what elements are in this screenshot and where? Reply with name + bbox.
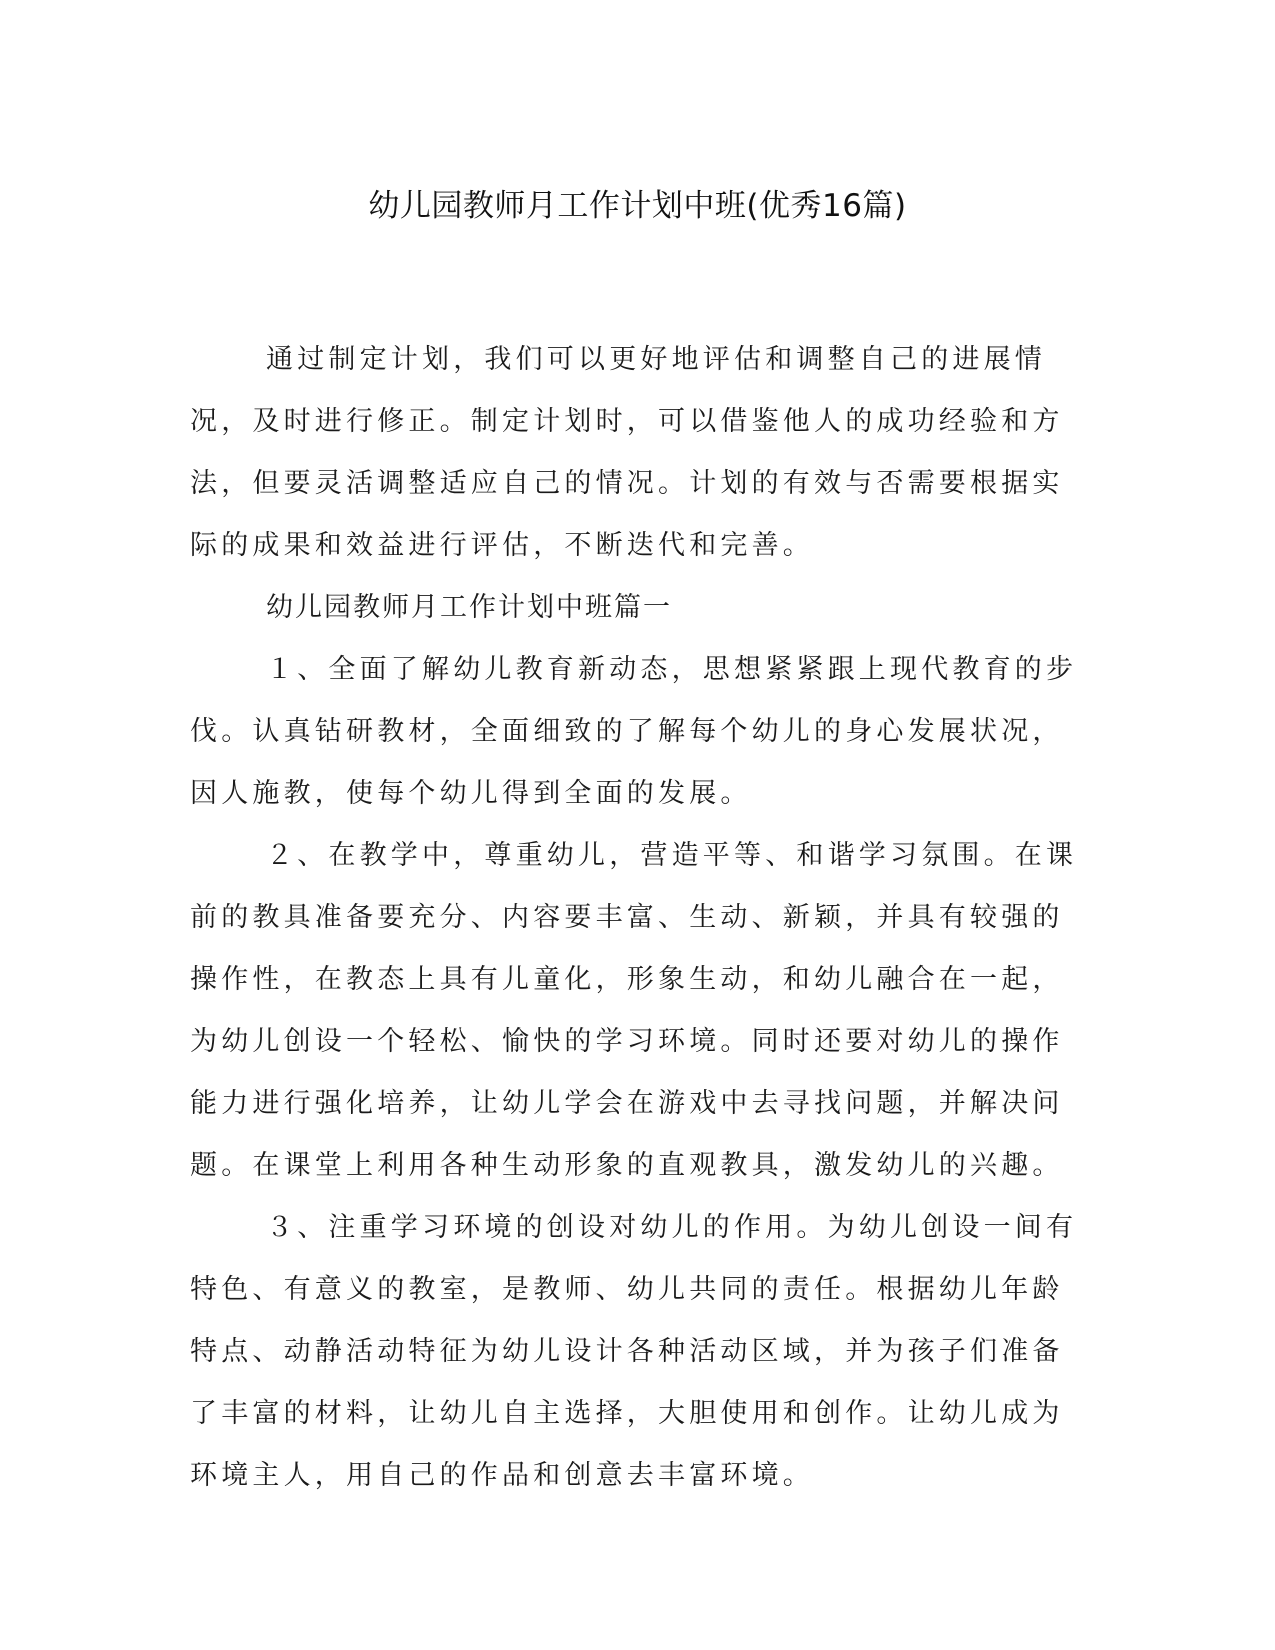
document-body bbox=[190, 329, 1082, 1507]
section-heading: 幼儿园教师月工作计划中班篇一 bbox=[266, 592, 672, 623]
item-paragraph-1: １、全面了解幼儿教育新动态，思想紧紧跟上现代教育的步伐。认真钻研教材，全面细致的了解每个幼儿的身心发展状况，因人施教，使每个幼儿得到全面的发展。 bbox=[190, 654, 1078, 809]
item-paragraph-3: ３、注重学习环境的创设对幼儿的作用。为幼儿创设一间有特色、有意义的教室，是教师、幼儿共同的责任。根据幼儿年龄特点、动静活动特征为幼儿设计各种活动区域，并为孩子们准备了丰富的材料，让幼儿自主选择，大胆使用和创作。让幼儿成为环境主人，用自己的作品和创意去丰富环境。 bbox=[190, 1212, 1078, 1491]
intro-paragraph: 通过制定计划，我们可以更好地评估和调整自己的进展情况，及时进行修正。制定计划时，可以借鉴他人的成功经验和方法，但要灵活调整适应自己的情况。计划的有效与否需要根据实际的成果和效益进行评估，不断迭代和完善。 bbox=[190, 344, 1064, 561]
item-paragraph-2: ２、在教学中，尊重幼儿，营造平等、和谐学习氛围。在课前的教具准备要充分、内容要丰富、生动、新颖，并具有较强的操作性，在教态上具有儿童化，形象生动，和幼儿融合在一起，为幼儿创设一个轻松、愉快的学习环境。同时还要对幼儿的操作能力进行强化培养，让幼儿学会在游戏中去寻找问题，并解决问题。在课堂上利用各种生动形象的直观教具，激发幼儿的兴趣。 bbox=[190, 840, 1078, 1181]
document-title: 幼儿园教师月工作计划中班(优秀16篇) bbox=[368, 188, 907, 224]
